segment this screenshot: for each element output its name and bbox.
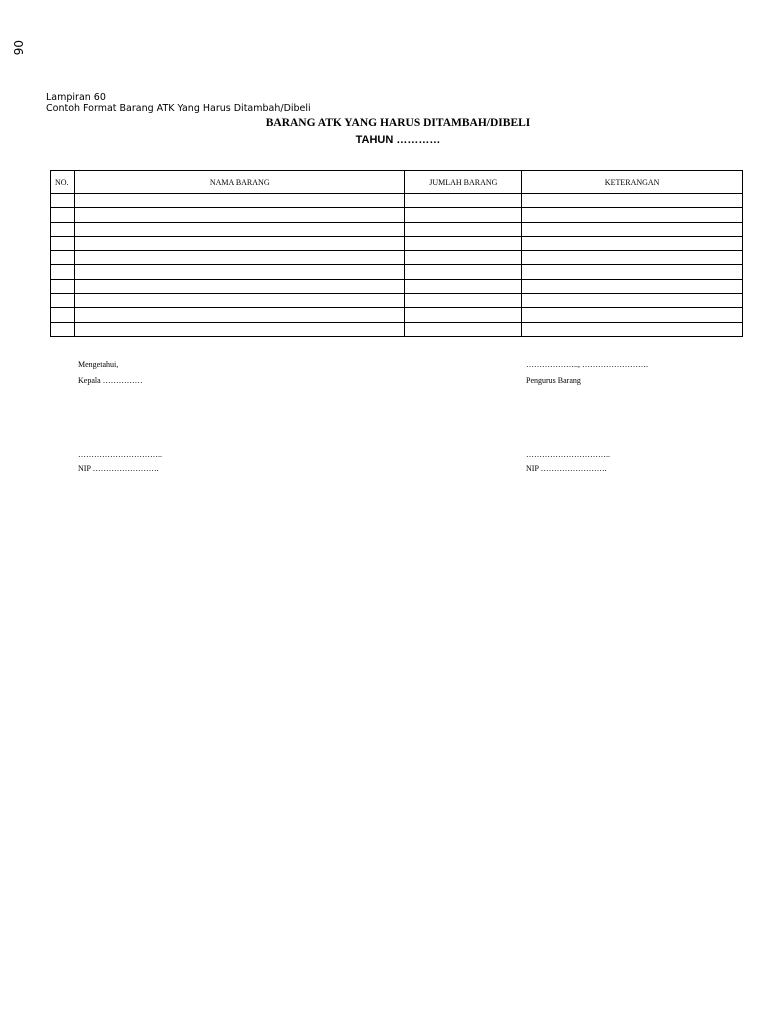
left-nip-line: NIP ……………………. xyxy=(78,464,159,473)
table-cell-keterangan xyxy=(522,194,743,208)
table-cell-jumlah-barang xyxy=(405,322,522,336)
table-cell-nama-barang xyxy=(74,322,404,336)
items-table xyxy=(50,170,743,337)
table-cell-no xyxy=(51,236,75,250)
year-line: TAHUN ………… xyxy=(355,134,441,146)
table-cell-nama-barang xyxy=(74,251,404,265)
table-cell-no xyxy=(51,279,75,293)
table-cell-no xyxy=(51,194,75,208)
column-header-keterangan: KETERANGAN xyxy=(522,171,743,194)
table-header-row xyxy=(51,171,743,194)
table-row xyxy=(51,265,743,279)
table-cell-jumlah-barang xyxy=(405,236,522,250)
property-manager-label: Pengurus Barang xyxy=(526,376,581,385)
table-row xyxy=(51,194,743,208)
document-title: BARANG ATK YANG HARUS DITAMBAH/DIBELI xyxy=(265,117,531,129)
table-cell-jumlah-barang xyxy=(405,294,522,308)
table-row xyxy=(51,322,743,336)
table-row xyxy=(51,208,743,222)
table-cell-keterangan xyxy=(522,308,743,322)
table-row xyxy=(51,251,743,265)
table-cell-no xyxy=(51,308,75,322)
table-row xyxy=(51,294,743,308)
table-cell-keterangan xyxy=(522,251,743,265)
table-cell-nama-barang xyxy=(74,236,404,250)
table-cell-keterangan xyxy=(522,322,743,336)
table-cell-jumlah-barang xyxy=(405,265,522,279)
table-cell-keterangan xyxy=(522,294,743,308)
place-date-line: ……………….., ……………………. xyxy=(526,360,648,369)
left-name-line: ………………………….. xyxy=(78,450,162,459)
table-cell-keterangan xyxy=(522,265,743,279)
table-cell-jumlah-barang xyxy=(405,194,522,208)
table-cell-no xyxy=(51,265,75,279)
table-cell-nama-barang xyxy=(74,194,404,208)
right-nip-line: NIP ……………………. xyxy=(526,464,607,473)
table-cell-jumlah-barang xyxy=(405,251,522,265)
table-row xyxy=(51,308,743,322)
table-row xyxy=(51,236,743,250)
table-cell-nama-barang xyxy=(74,208,404,222)
annex-header xyxy=(46,92,311,114)
table-cell-jumlah-barang xyxy=(405,208,522,222)
right-name-line: ………………………….. xyxy=(526,450,610,459)
table-row xyxy=(51,279,743,293)
table-cell-jumlah-barang xyxy=(405,279,522,293)
acknowledged-label: Mengetahui, xyxy=(78,360,119,369)
table-cell-keterangan xyxy=(522,236,743,250)
table-cell-nama-barang xyxy=(74,308,404,322)
table-cell-nama-barang xyxy=(74,279,404,293)
table-cell-keterangan xyxy=(522,208,743,222)
column-header-nama-barang: NAMA BARANG xyxy=(74,171,404,194)
annex-label: Lampiran 60 xyxy=(46,92,106,103)
table-cell-nama-barang xyxy=(74,222,404,236)
table-row xyxy=(51,222,743,236)
table-cell-nama-barang xyxy=(74,265,404,279)
table-cell-jumlah-barang xyxy=(405,222,522,236)
table-cell-no xyxy=(51,251,75,265)
table-cell-keterangan xyxy=(522,222,743,236)
table-body xyxy=(51,194,743,337)
table-cell-keterangan xyxy=(522,279,743,293)
table-cell-jumlah-barang xyxy=(405,308,522,322)
column-header-no: NO. xyxy=(51,171,75,194)
annex-subtitle: Contoh Format Barang ATK Yang Harus Ditambah/Dibeli xyxy=(46,103,311,114)
table-cell-no xyxy=(51,322,75,336)
table-cell-no xyxy=(51,208,75,222)
table-cell-no xyxy=(51,222,75,236)
head-role-line: Kepala …………… xyxy=(78,376,143,385)
table-cell-no xyxy=(51,294,75,308)
table-cell-nama-barang xyxy=(74,294,404,308)
page-number: 06 xyxy=(11,40,25,56)
column-header-jumlah-barang: JUMLAH BARANG xyxy=(405,171,522,194)
